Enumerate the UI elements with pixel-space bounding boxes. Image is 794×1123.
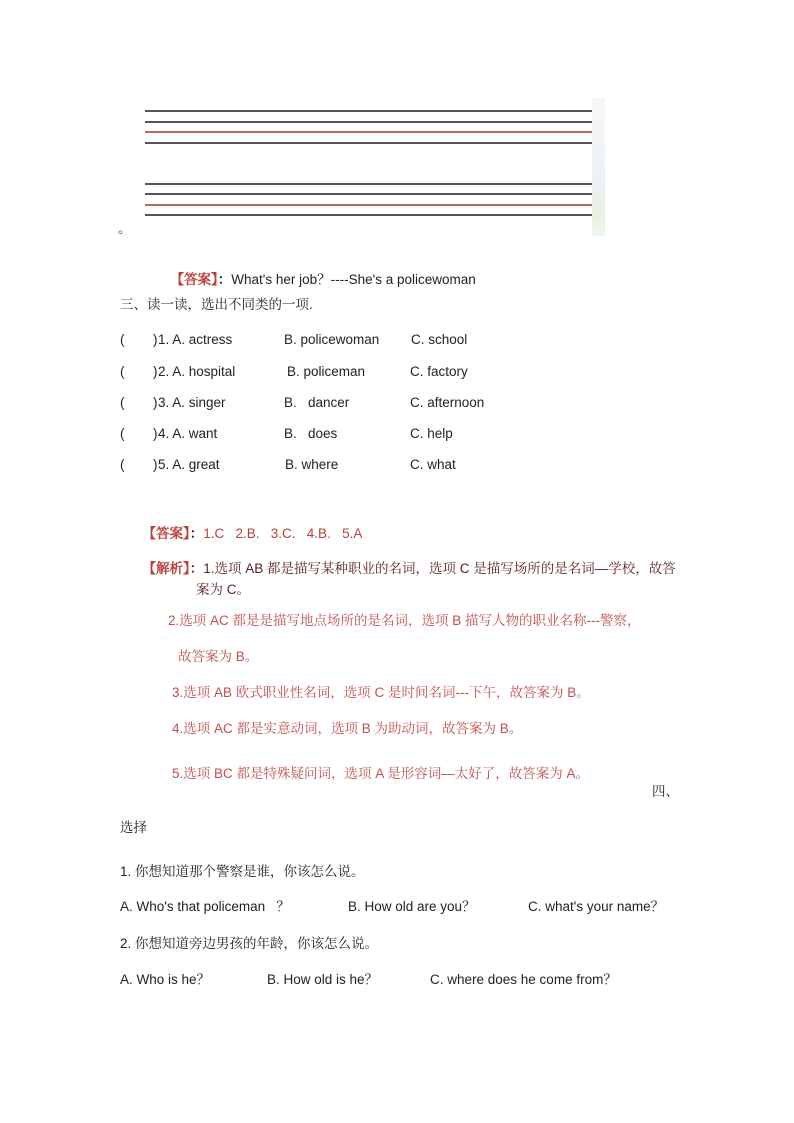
question-row [0,395,794,411]
answer-colon: ： [217,272,232,287]
option-a: A. Who is he？ [120,972,211,987]
rule-line [145,214,592,216]
stray-mark: 。 [118,221,132,236]
answer-text: 1.C 2.B. 3.C. 4.B. 5.A [203,526,363,541]
answer-text: What's her job？----She's a policewoman [231,272,476,287]
option-a: 5. A. great [158,457,220,472]
section-four-number: 四、 [652,784,679,799]
option-c: C. help [410,426,453,441]
option-b: B. where [285,457,339,472]
rule-line [145,110,592,112]
option-a: 2. A. hospital [158,364,236,379]
analysis-line-1 [0,545,794,576]
paren-open: ( [120,457,125,472]
rule-line-red [145,204,592,206]
question-prompt: 1. 你想知道那个警察是谁，你该怎么说。 [120,864,365,879]
analysis-line-2-wrap: 故答案为 B。 [178,649,259,664]
analysis-line-4: 4.选项 AC 都是实意动词，选项 B 为助动词，故答案为 B。 [172,721,523,736]
paren-close: ) [153,364,158,379]
paren-open: ( [120,364,125,379]
paren-open: ( [120,426,125,441]
question-row [0,457,794,473]
paren-open: ( [120,395,125,410]
option-b: B. policewoman [284,332,380,347]
answer-one [0,256,794,287]
analysis-line-5: 5.选项 BC 都是特殊疑问词，选项 A 是形容词—太好了，故答案为 A。 [172,766,590,781]
option-b: B. dancer [284,395,350,410]
answer-label: 【答案】 [142,526,190,541]
answer-colon: ： [189,526,204,541]
option-b: B. does [284,426,338,441]
analysis-colon: ： [189,561,204,576]
option-c: C. school [411,332,468,347]
option-c: C. where does he come from？ [430,972,617,987]
option-a: A. Who's that policeman ？ [120,899,290,914]
rule-line [145,121,592,123]
paren-close: ) [153,395,158,410]
option-b: B. How old are you？ [348,899,476,914]
option-c: C. what's your name？ [528,899,665,914]
option-a: 1. A. actress [158,332,233,347]
option-c: C. factory [410,364,468,379]
option-b: B. policeman [287,364,366,379]
choice-row [0,972,794,988]
rule-line [145,142,592,144]
paren-open: ( [120,332,125,347]
option-c: C. what [410,457,456,472]
question-prompt: 2. 你想知道旁边男孩的年龄，你该怎么说。 [120,936,379,951]
question-row [0,426,794,442]
partial-illustration [592,98,605,236]
section-three-answer [0,510,794,541]
answer-label: 【答案】 [170,272,218,287]
option-a: 4. A. want [158,426,218,441]
option-b: B. How old is he？ [267,972,379,987]
option-c: C. afternoon [410,395,485,410]
analysis-label: 【解析】 [142,561,190,576]
analysis-text: 1.选项 AB 都是描写某种职业的名词，选项 C 是描写场所的是名词—学校，故答 [203,561,676,576]
rule-line [145,183,592,185]
option-a: 3. A. singer [158,395,226,410]
question-row [0,364,794,380]
paren-close: ) [153,457,158,472]
analysis-line-2: 2.选项 AC 都是是描写地点场所的是名词，选项 B 描写人物的职业名称---警察， [168,613,641,628]
analysis-line-1-wrap: 案为 C。 [196,582,250,597]
question-row [0,332,794,348]
section-four-title: 选择 [120,820,147,835]
paren-close: ) [153,332,158,347]
rule-line-red [145,131,592,133]
paren-close: ) [153,426,158,441]
section-three-title: 三、读一读，选出不同类的一项. [120,297,313,312]
rule-line [145,193,592,195]
analysis-line-3: 3.选项 AB 欧式职业性名词，选项 C 是时间名词---下午，故答案为 B。 [172,685,590,700]
choice-row [0,899,794,915]
